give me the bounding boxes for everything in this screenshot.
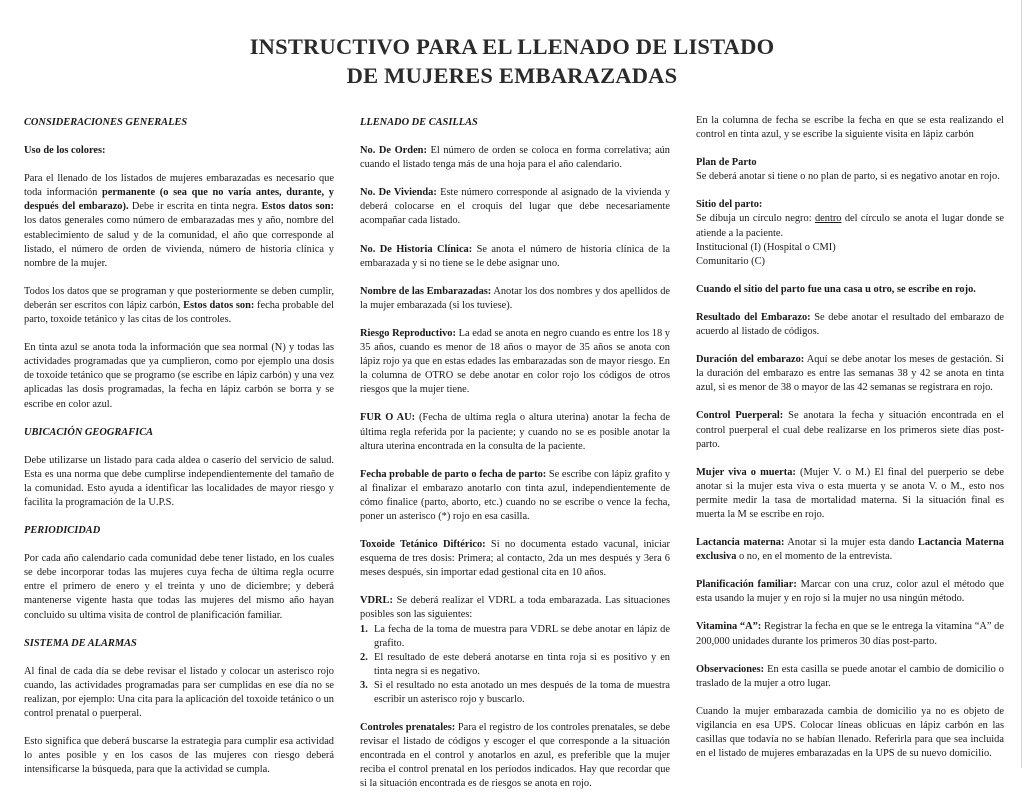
page-title (0, 32, 1024, 90)
heading-llenado: LLENADO DE CASILLAS (360, 117, 478, 128)
item-no-historia: No. De Historia Clínica: Se anota el número de historia clínica de la embarazada y si no tiene se le debe asignar uno. (360, 243, 671, 269)
item-observaciones: Observaciones: En esta casilla se puede anotar el cambio de domicilio o traslado de la mujer a otro lugar. (696, 663, 1004, 689)
column-3 (696, 114, 1004, 775)
sitio-comunitario: Comunitario (C) (696, 255, 765, 267)
paragraph-sitio-parto: Se dibuja un círculo negro: dentro del círculo se anota el lugar donde se atiende a la paciente. (696, 213, 1004, 239)
paragraph-alarmas-2: Esto significa que deberá buscarse la estrategia para cumplir esa actividad lo antes posible y en los casos de las mujeres con riesgo deberá intensificarse la búsqueda, para que la actividad se cumpla. (24, 736, 334, 776)
heading-plan-parto: Plan de Parto (696, 157, 757, 169)
list-item: 3. Si el resultado no esta anotado un mes después de la toma de muestra escribir un asterisco rojo y buscarlo. (360, 679, 670, 705)
item-vdrl: VDRL: Se deberá realizar el VDRL a toda embarazada. Las situaciones posibles son las siguientes: (360, 595, 670, 621)
column-2 (360, 116, 670, 806)
heading-uso-colores: Uso de los colores: (24, 145, 106, 157)
item-resultado: Resultado del Embarazo: Se debe anotar el resultado del embarazo de acuerdo al listado de códigos. (696, 311, 1004, 338)
item-fur: FUR O AU: (Fecha de ultima regla o altura uterina) anotar la fecha de última regla referida por la paciente; y cuando no se es posible anotar la altura uterina encontrada en la consulta de la paciente. (360, 412, 670, 452)
item-no-vivienda: No. De Vivienda: Este número corresponde al asignado de la vivienda y deberá colocarse en el croquis del lugar que debe necesariamente acompañar cada listado. (360, 187, 670, 227)
item-viva-muerta: Mujer viva o muerta: (Mujer V. o M.) El final del puerperio se debe anotar si la mujer esta viva o esta muerta y se anota V. o M., esto nos permite medir la tasa de mortalidad materna. Si la situación final es muerta la M se escribe en rojo. (696, 466, 1004, 520)
item-planificacion: Planificación familiar: Marcar con una cruz, color azul el método que esta usando la mujer y en rojo si la mujer no usa ningún método. (696, 579, 1005, 605)
paragraph-colores-negro: Para el llenado de los listados de mujeres embarazadas es necesario que toda información permanente (o sea que no varía antes, durante, y después del embarazo). Debe ir escrita en tinta negra. Estos datos son: los datos generales como número de embarazadas mes y año, nombre del establecimiento de salud y de la comunidad, el año que corresponde al listado, el número de orden de vivienda, número de historia clínica y nombre de la mujer. (24, 173, 334, 269)
heading-alarmas: SISTEMA DE ALARMAS (24, 637, 137, 649)
list-item: 1. La fecha de la toma de muestra para VDRL se debe anotar en lápiz de grafito. (360, 623, 670, 649)
item-vitamina: Vitamina “A”: Registrar la fecha en que se le entrega la vitamina “A” de 200,000 unidades durante los primeros 30 días post-parto. (696, 621, 1004, 647)
vdrl-list (360, 623, 670, 708)
list-item: 2. El resultado de este deberá anotarse en tinta roja si es positivo y en tinta negra si es negativo. (360, 651, 670, 677)
item-lactancia: Lactancia materna: Anotar si la mujer esta dando Lactancia Materna exclusiva o no, en el momento de la entrevista. (696, 537, 1004, 563)
item-no-orden: No. De Orden: El número de orden se coloca en forma correlativa; aún cuando el listado tenga más de una hoja para el año calendario. (360, 145, 670, 171)
paragraph-ubicacion: Debe utilizarse un listado para cada aldea o caserío del servicio de salud. Esta es una norma que debe cumplirse independientemente del tamaño de la comunidad. Esto ayuda a identificar las localidades de mayor riesgo y facilita la programación de la U.P.S. (24, 454, 334, 508)
title-line-2: DE MUJERES EMBARAZADAS (346, 63, 678, 88)
paragraph-fecha-control: En la columna de fecha se escribe la fecha en que se esta realizando el control en tinta azul, y se escribe la siguiente visita en lápiz carbón (696, 115, 1004, 141)
heading-ubicacion: UBICACIÓN GEOGRAFICA (24, 426, 154, 438)
item-fecha-parto: Fecha probable de parto o fecha de parto: Se escribe con lápiz grafito y al finalizar el embarazo anotarlo con tinta azul, independientemente de cómo finalice (parto, aborto, etc.) cuando no se escribe o vence la fecha, poner un asterisco (*) rojo en esa casilla. (360, 468, 670, 522)
item-duracion: Duración del embarazo: Aquí se debe anotar los meses de gestación. Si la duración del embarazo es entre las semanas 38 y 42 se anota en tinta azul, si es menor de 38 o mayor de las 42 semanas se registrara en rojo. (696, 354, 1004, 394)
paragraph-periodicidad: Por cada año calendario cada comunidad debe tener listado, en los cuales se debe incorporar todas las mujeres cuya fecha de última regla ocurre entre el primero de enero y el treinta y uno de diciembre; y deberá mantenerse vigente hasta que todas las mujeres del mismo año hayan concluido su ultima visita de control de planificación familiar. (24, 553, 334, 621)
page-edge-divider (1021, 0, 1022, 768)
item-toxoide: Toxoide Tetánico Diftérico: Si no documenta estado vacunal, iniciar esquema de tres dosis: Primera; al contacto, 2da un mes después y 3era 6 meses después, sin importar edad gestional cita en 10 años. (360, 539, 670, 579)
paragraph-alarmas-1: Al final de cada día se debe revisar el listado y colocar un asterisco rojo cuando, las actividades programadas para ser cumplidas en ese día no se realizan, por ejemplo: Una cita para la aplicación del toxoide tetánico o un control prenatal o puerperal. (24, 665, 334, 719)
item-riesgo: Riesgo Reproductivo: La edad se anota en negro cuando es entre los 18 y 35 años, cuando es menor de 18 años o mayor de 35 años se anota con lápiz rojo ya que en estas edades las embarazadas son de mayor riesgo. En la columna de OTRO se debe anotar en color rojo los códigos de otros riesgos que la mujer tiene. (360, 327, 670, 396)
sitio-institucional: Institucional (I) (Hospital o CMI) (696, 241, 836, 253)
heading-consideraciones: CONSIDERACIONES GENERALES (24, 117, 188, 128)
item-nombre: Nombre de las Embarazadas: Anotar los dos nombres y dos apellidos de la mujer embarazada (si los tuviese). (360, 285, 671, 311)
paragraph-cambio-domicilio: Cuando la mujer embarazada cambia de domicilio ya no es objeto de vigilancia en esa UPS. Colocar líneas oblicuas en lápiz carbón en las casillas que todavía no se habían llenado. Referirla para que sea incluida en el listado de mujeres embarazadas en la UPS de su nuevo domicilio. (696, 705, 1004, 760)
paragraph-plan-parto: Se deberá anotar si tiene o no plan de parto, si es negativo anotar en rojo. (696, 171, 1000, 183)
item-puerperal: Control Puerperal: Se anotara la fecha y situación encontrada en el control puerperal el cual debe realizarse en los primeros siete días post-parto. (696, 410, 1004, 450)
title-line-1: INSTRUCTIVO PARA EL LLENADO DE LISTADO (249, 34, 775, 59)
paragraph-colores-carbon: Todos los datos que se programan y que posteriormente se deben cumplir, deberán ser escritos con lápiz carbón, Estos datos son: fecha probable del parto, toxoide tetánico y las citas de los controles. (24, 285, 334, 326)
item-controles: Controles prenatales: Para el registro de los controles prenatales, se debe revisar el listado de códigos y escoger el que corresponde a la situación encontrada en el control y anotarlos en azul, es preferible que la mujer reciba el control prenatal en los períodos indicados. Hay que recordar que si la situación encontrada es de riesgos se anota en rojo. (360, 722, 670, 790)
column-1 (24, 116, 334, 791)
paragraph-casa: Cuando el sitio del parto fue una casa u otro, se escribe en rojo. (696, 283, 976, 295)
heading-periodicidad: PERIODICIDAD (24, 525, 101, 537)
heading-sitio-parto: Sitio del parto: (696, 199, 763, 211)
paragraph-colores-azul: En tinta azul se anota toda la información que sea normal (N) y todas las actividades programadas que ya cumplieron, como por ejemplo una dosis de toxoide tetánico que se programo (se escribe en lápiz carbón) y una vez aplicadas las dosis programadas, la fecha en lápiz carbón se borra y se escribe en color azul. (24, 342, 334, 410)
